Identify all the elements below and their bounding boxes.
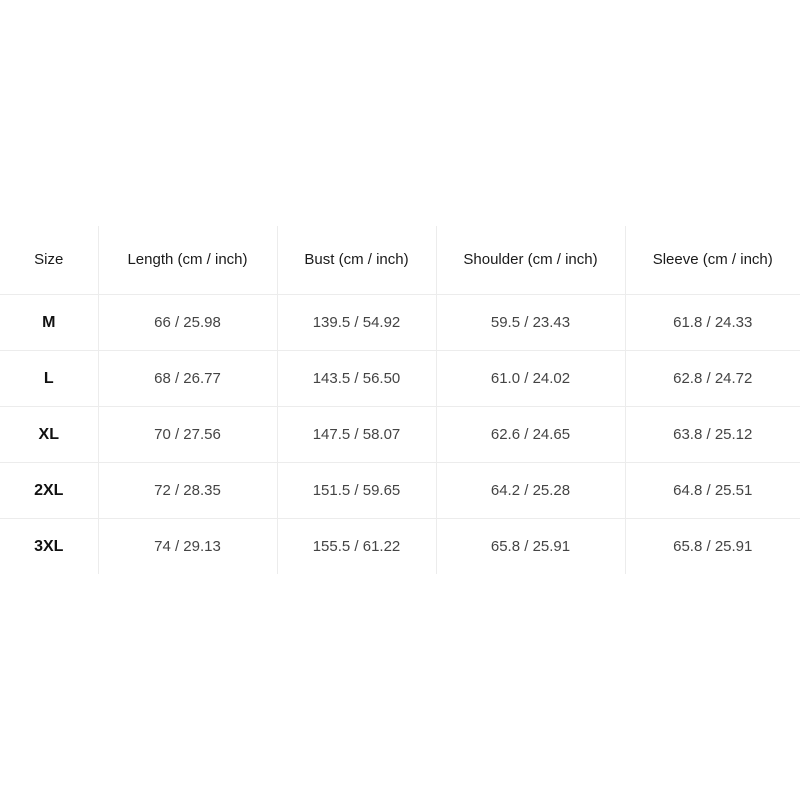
shoulder-cell: 61.0 / 24.02 bbox=[436, 351, 625, 407]
size-cell: XL bbox=[0, 407, 98, 463]
shoulder-cell: 65.8 / 25.91 bbox=[436, 519, 625, 575]
bust-cell: 147.5 / 58.07 bbox=[277, 407, 436, 463]
table-body bbox=[0, 295, 800, 575]
length-cell: 74 / 29.13 bbox=[98, 519, 277, 575]
shoulder-cell: 59.5 / 23.43 bbox=[436, 295, 625, 351]
table-row bbox=[0, 519, 800, 575]
sleeve-cell: 62.8 / 24.72 bbox=[625, 351, 800, 407]
size-chart-table bbox=[0, 226, 800, 574]
length-cell: 68 / 26.77 bbox=[98, 351, 277, 407]
shoulder-cell: 62.6 / 24.65 bbox=[436, 407, 625, 463]
table-row bbox=[0, 295, 800, 351]
sleeve-cell: 64.8 / 25.51 bbox=[625, 463, 800, 519]
table-row bbox=[0, 463, 800, 519]
sleeve-cell: 63.8 / 25.12 bbox=[625, 407, 800, 463]
shoulder-cell: 64.2 / 25.28 bbox=[436, 463, 625, 519]
bust-cell: 139.5 / 54.92 bbox=[277, 295, 436, 351]
bust-cell: 151.5 / 59.65 bbox=[277, 463, 436, 519]
bust-cell: 143.5 / 56.50 bbox=[277, 351, 436, 407]
size-cell: 3XL bbox=[0, 519, 98, 575]
length-cell: 72 / 28.35 bbox=[98, 463, 277, 519]
size-cell: 2XL bbox=[0, 463, 98, 519]
length-cell: 70 / 27.56 bbox=[98, 407, 277, 463]
header-size: Size bbox=[0, 226, 98, 295]
table-row bbox=[0, 407, 800, 463]
header-row bbox=[0, 226, 800, 295]
header-sleeve: Sleeve (cm / inch) bbox=[625, 226, 800, 295]
size-cell: M bbox=[0, 295, 98, 351]
header-length: Length (cm / inch) bbox=[98, 226, 277, 295]
header-shoulder: Shoulder (cm / inch) bbox=[436, 226, 625, 295]
table-row bbox=[0, 351, 800, 407]
size-cell: L bbox=[0, 351, 98, 407]
bust-cell: 155.5 / 61.22 bbox=[277, 519, 436, 575]
sleeve-cell: 61.8 / 24.33 bbox=[625, 295, 800, 351]
header-bust: Bust (cm / inch) bbox=[277, 226, 436, 295]
sleeve-cell: 65.8 / 25.91 bbox=[673, 538, 753, 555]
table-header bbox=[0, 226, 800, 295]
length-cell: 66 / 25.98 bbox=[98, 295, 277, 351]
